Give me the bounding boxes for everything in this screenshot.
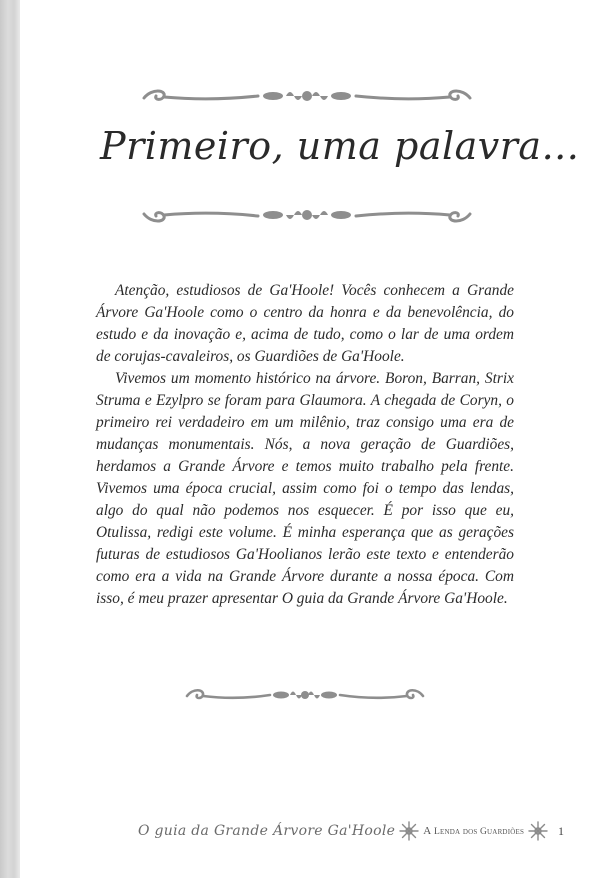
flourish-ornament-title-bottom xyxy=(138,202,476,226)
snowflake-ornament-icon xyxy=(527,820,549,842)
flourish-ornament-end xyxy=(182,684,428,706)
footer-book-title: O guia da Grande Árvore Ga'Hoole xyxy=(138,823,396,839)
footer-series-title: A Lenda dos Guardiões xyxy=(423,825,525,837)
page-edge-texture xyxy=(0,0,20,878)
flourish-ornament-top xyxy=(138,84,476,108)
chapter-title: Primeiro, uma palavra... xyxy=(100,124,580,168)
page-footer xyxy=(138,818,568,844)
paragraph: Atenção, estudiosos de Ga'Hoole! Vocês conhecem a Grande Árvore Ga'Hoole como o centro da honra e da benevolência, do estudo e da inovação e, acima de tudo, como o lar de uma ordem de corujas-cavaleiros, os Guardiões de Ga'Hoole. xyxy=(96,282,514,365)
snowflake-ornament-icon xyxy=(398,820,420,842)
page-number: 1 xyxy=(558,823,565,838)
foreword-text xyxy=(96,280,514,610)
paragraph: Vivemos um momento histórico na árvore. Boron, Barran, Strix Struma e Ezylpro se foram para Glaumora. A chegada de Coryn, o primeiro rei verdadeiro em um milênio, traz consigo uma era de mudanças monumentais. Nós, a nova geração de Guardiões, herdamos a Grande Árvore e temos muito trabalho pela frente. Vivemos uma época crucial, assim como foi o tempo das lendas, algo do qual não podemos nos esquecer. É por isso que eu, Otulissa, redigi este volume. É minha esperança que as gerações futuras de estudiosos Ga'Hoolianos lerão este texto e entenderão como era a vida na Grande Árvore durante a nossa época. Com isso, é meu prazer apresentar O guia da Grande Árvore Ga'Hoole. xyxy=(96,370,514,607)
